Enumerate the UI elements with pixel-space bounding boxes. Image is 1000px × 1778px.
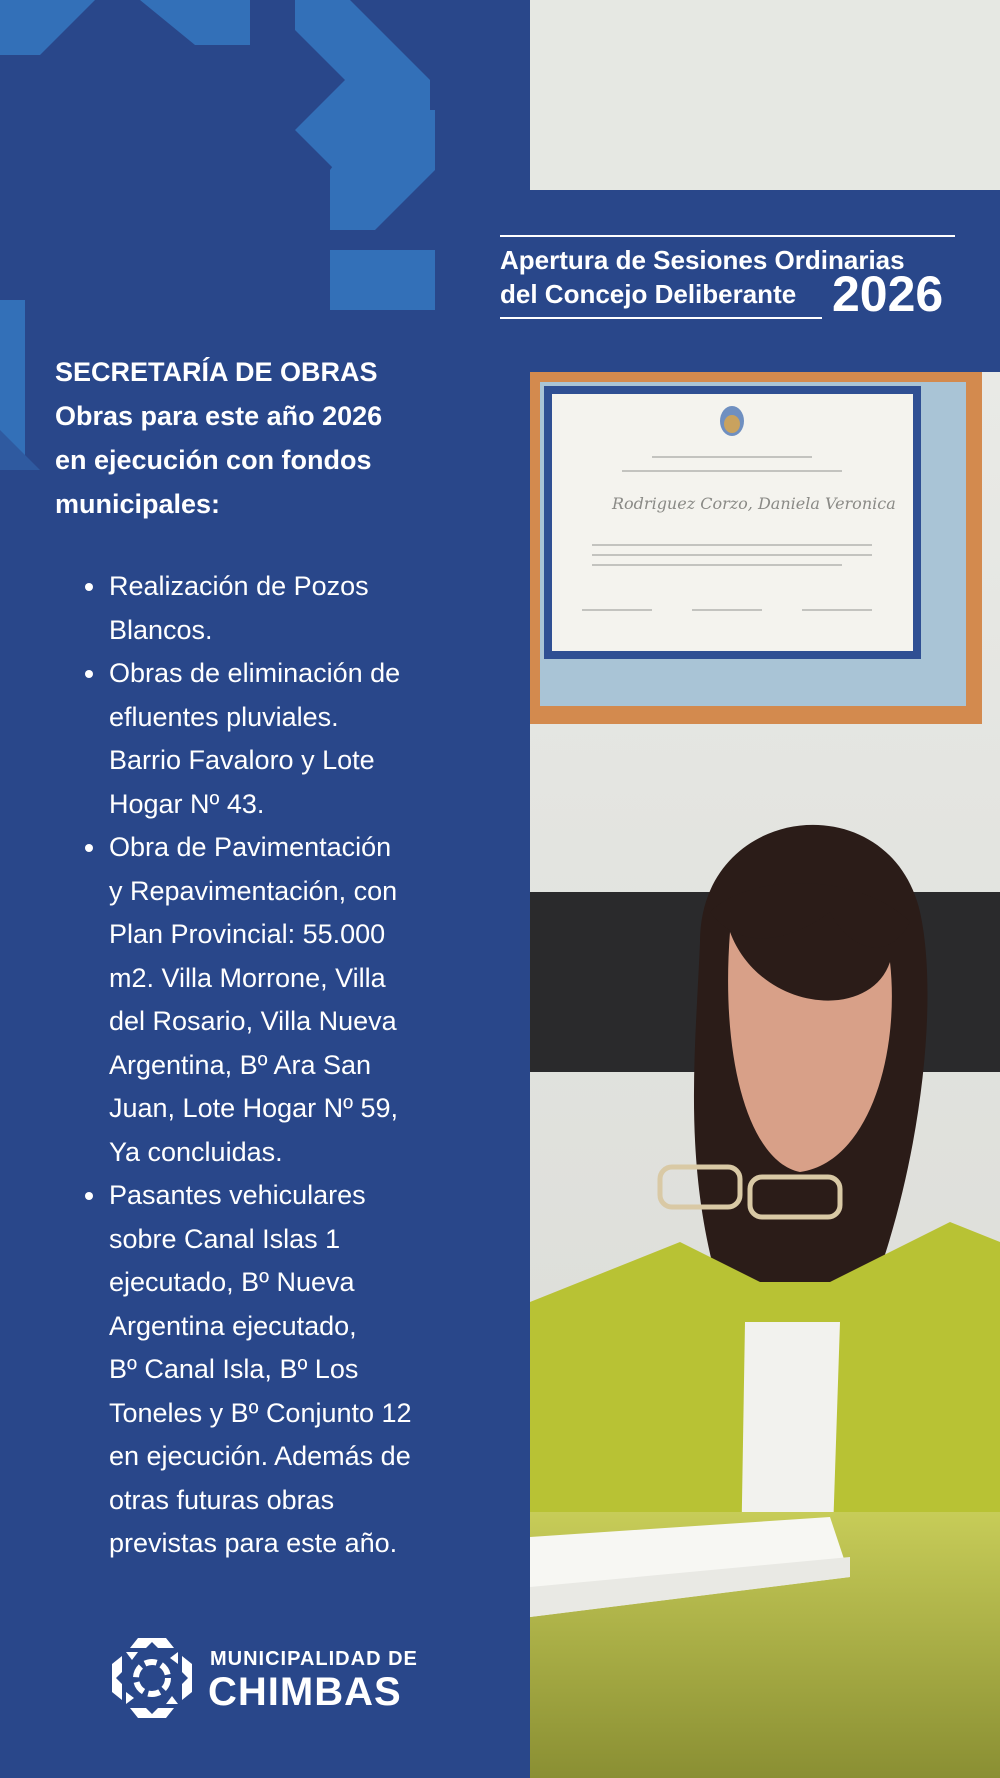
- heading-line: en ejecución con fondos: [55, 445, 372, 475]
- office-photo: [530, 372, 1000, 1778]
- item-line: sobre Canal Islas 1: [109, 1223, 341, 1254]
- heading-line: SECRETARÍA DE OBRAS: [55, 357, 378, 387]
- item-line: en ejecución. Además de: [109, 1441, 411, 1471]
- item-line: Realización de Pozos: [109, 571, 369, 601]
- title-line2: del Concejo Deliberante: [500, 279, 797, 309]
- certificate-frame: [530, 372, 982, 724]
- section-heading: [55, 350, 495, 526]
- works-list-item: [55, 652, 495, 826]
- title-line1: Apertura de Sesiones Ordinarias: [500, 245, 905, 275]
- item-line: Argentina, Bº Ara San: [109, 1049, 372, 1080]
- works-list-item: [55, 565, 495, 652]
- item-line: Obras de eliminación de: [109, 658, 401, 688]
- item-line: Hogar Nº 43.: [109, 788, 265, 819]
- item-line: y Repavimentación, con: [109, 875, 398, 906]
- certificate-name: Rodriguez Corzo, Daniela Veronica: [612, 494, 896, 513]
- item-line: Juan, Lote Hogar Nº 59,: [109, 1093, 399, 1123]
- item-line: previstas para este año.: [109, 1528, 398, 1558]
- event-year: 2026: [832, 266, 944, 322]
- wall: [530, 0, 1000, 190]
- document: [530, 1517, 860, 1617]
- item-line: Toneles y Bº Conjunto 12: [109, 1397, 412, 1428]
- title-rule: [500, 317, 822, 319]
- item-line: efluentes pluviales.: [109, 701, 339, 732]
- title-rule: [500, 235, 955, 237]
- item-line: Argentina ejecutado,: [109, 1310, 357, 1341]
- item-line: Pasantes vehiculares: [109, 1180, 366, 1210]
- item-line: Bº Canal Isla, Bº Los: [109, 1354, 359, 1384]
- item-line: del Rosario, Villa Nueva: [109, 1006, 397, 1036]
- logo-line1: MUNICIPALIDAD DE: [210, 1648, 418, 1670]
- works-list-item: [55, 826, 495, 1174]
- heading-line: Obras para este año 2026: [55, 401, 383, 431]
- item-line: otras futuras obras: [109, 1484, 335, 1515]
- municipality-logo: [108, 1630, 438, 1720]
- works-list: [55, 565, 495, 1566]
- item-line: Plan Provincial: 55.000: [109, 919, 386, 949]
- item-line: Blancos.: [109, 614, 213, 645]
- logo-line2: CHIMBAS: [208, 1670, 402, 1714]
- coat-of-arms-icon: [718, 404, 746, 438]
- item-line: ejecutado, Bº Nueva: [109, 1267, 355, 1297]
- item-line: Obra de Pavimentación: [109, 832, 392, 862]
- item-line: Ya concluidas.: [109, 1136, 283, 1167]
- item-line: Barrio Favaloro y Lote: [109, 745, 375, 775]
- chimbas-logo-icon: [108, 1634, 196, 1722]
- certificate: [552, 394, 913, 651]
- item-line: m2. Villa Morrone, Villa: [109, 962, 386, 993]
- heading-line: municipales:: [55, 489, 221, 519]
- works-list-item: [55, 1174, 495, 1566]
